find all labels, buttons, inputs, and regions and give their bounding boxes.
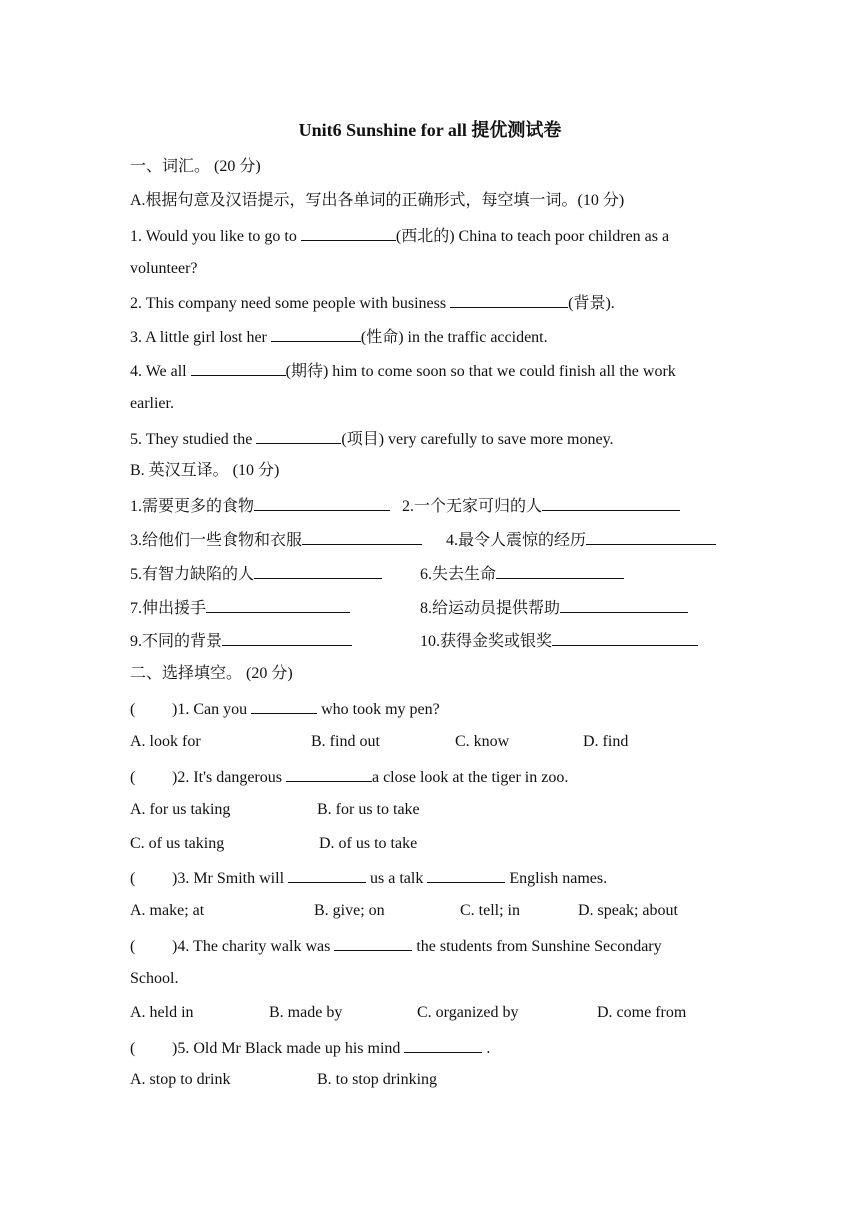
answer-blank[interactable] [288,867,366,883]
partB-item-2 [402,495,680,517]
partB-item-9 [130,630,352,652]
mc-option: C. know [455,733,510,750]
question-text-end: the students from Sunshine Secondary [412,938,662,955]
answer-blank[interactable] [256,428,341,444]
partA-question-4-continued: earlier. [130,395,174,412]
answer-blank[interactable] [586,529,716,545]
answer-blank[interactable] [286,766,372,782]
partA-question-5 [130,428,614,450]
question-hint: (项目) very carefully to save more money. [341,431,614,448]
item-text: 3.给他们一些食物和衣服 [130,532,303,549]
mc-option: B. for us to take [317,801,420,818]
partB-item-8 [420,597,688,619]
answer-blank[interactable] [254,495,390,511]
answer-blank[interactable] [206,597,350,613]
answer-blank[interactable] [271,326,361,342]
answer-blank[interactable] [450,292,568,308]
partB-heading: B. 英汉互译。 (10 分) [130,462,280,479]
question-text: )2. It's dangerous [172,769,286,786]
mc-option: B. give; on [314,902,385,919]
partA-question-1-continued: volunteer? [130,260,198,277]
answer-blank[interactable] [191,360,286,376]
question-text: 4. We all [130,363,191,380]
question-hint: (性命) in the traffic accident. [360,329,548,346]
question-text-mid: us a talk [366,870,428,887]
answer-blank[interactable] [560,597,688,613]
partA-question-2 [130,292,615,314]
mc-option: D. of us to take [319,835,418,852]
question-text: 2. This company need some people with business [130,295,451,312]
partA-heading: A.根据句意及汉语提示，写出各单词的正确形式，每空填一词。(10 分) [130,192,625,209]
mc-option: D. speak; about [578,902,678,919]
mc-option: C. tell; in [460,902,520,919]
section1-heading: 一、词汇。 (20 分) [130,158,261,175]
item-text: 7.伸出援手 [130,600,207,617]
partB-item-3 [130,529,422,551]
answer-blank[interactable] [496,563,624,579]
item-text: 5.有智力缺陷的人 [130,566,255,583]
question-text-end: . [482,1040,491,1057]
item-text: 6.失去生命 [420,566,497,583]
answer-blank[interactable] [334,935,412,951]
mc-question-4 [130,935,662,957]
answer-blank[interactable] [302,529,422,545]
item-text: 9.不同的背景 [130,633,223,650]
question-hint: (期待) him to come soon so that we could finish all the work [285,363,676,380]
mc-option: A. held in [130,1004,194,1021]
mc-question-4-continued: School. [130,970,179,987]
mc-option: A. for us taking [130,801,231,818]
question-hint: (背景). [568,295,615,312]
mc-question-2 [130,766,568,788]
answer-paren[interactable]: ( [130,701,136,718]
question-text-end: a close look at the tiger in zoo. [371,769,569,786]
mc-option: A. look for [130,733,201,750]
mc-option: C. organized by [417,1004,519,1021]
mc-option: C. of us taking [130,835,225,852]
mc-question-1 [130,698,440,720]
question-text: 3. A little girl lost her [130,329,271,346]
answer-blank[interactable] [404,1037,482,1053]
question-text: 5. They studied the [130,431,257,448]
item-text: 8.给运动员提供帮助 [420,600,561,617]
partA-question-1 [130,225,669,247]
mc-option: B. to stop drinking [317,1071,438,1088]
answer-blank[interactable] [251,698,317,714]
partA-question-4 [130,360,676,382]
question-text: )5. Old Mr Black made up his mind [172,1040,405,1057]
answer-paren[interactable]: ( [130,870,136,887]
partB-item-5 [130,563,382,585]
question-hint: (西北的) China to teach poor children as a [395,228,670,245]
page-title: Unit6 Sunshine for all 提优测试卷 [298,120,562,140]
question-text: )1. Can you [172,701,252,718]
item-text: 2.一个无家可归的人 [402,498,543,515]
answer-blank[interactable] [254,563,382,579]
section2-heading: 二、选择填空。 (20 分) [130,665,293,682]
question-text-end: who took my pen? [317,701,440,718]
item-text: 4.最令人震惊的经历 [446,532,587,549]
answer-blank[interactable] [222,630,352,646]
mc-option: B. find out [311,733,380,750]
answer-paren[interactable]: ( [130,938,136,955]
partB-item-4 [446,529,716,551]
answer-paren[interactable]: ( [130,769,136,786]
mc-question-3 [130,867,607,889]
partB-item-10 [420,630,698,652]
question-text-end: English names. [505,870,608,887]
mc-option: A. stop to drink [130,1071,231,1088]
answer-blank[interactable] [427,867,505,883]
partA-question-3 [130,326,548,348]
answer-paren[interactable]: ( [130,1040,136,1057]
partB-item-1 [130,495,390,517]
partB-item-7 [130,597,350,619]
mc-option: D. find [583,733,629,750]
mc-option: B. made by [269,1004,343,1021]
question-text: )4. The charity walk was [172,938,335,955]
mc-question-5 [130,1037,490,1059]
answer-blank[interactable] [301,225,396,241]
item-text: 1.需要更多的食物 [130,498,255,515]
item-text: 10.获得金奖或银奖 [420,633,553,650]
mc-option: A. make; at [130,902,205,919]
question-text: )3. Mr Smith will [172,870,289,887]
partB-item-6 [420,563,624,585]
answer-blank[interactable] [542,495,680,511]
question-text: 1. Would you like to go to [130,228,301,245]
mc-option: D. come from [597,1004,687,1021]
answer-blank[interactable] [552,630,698,646]
